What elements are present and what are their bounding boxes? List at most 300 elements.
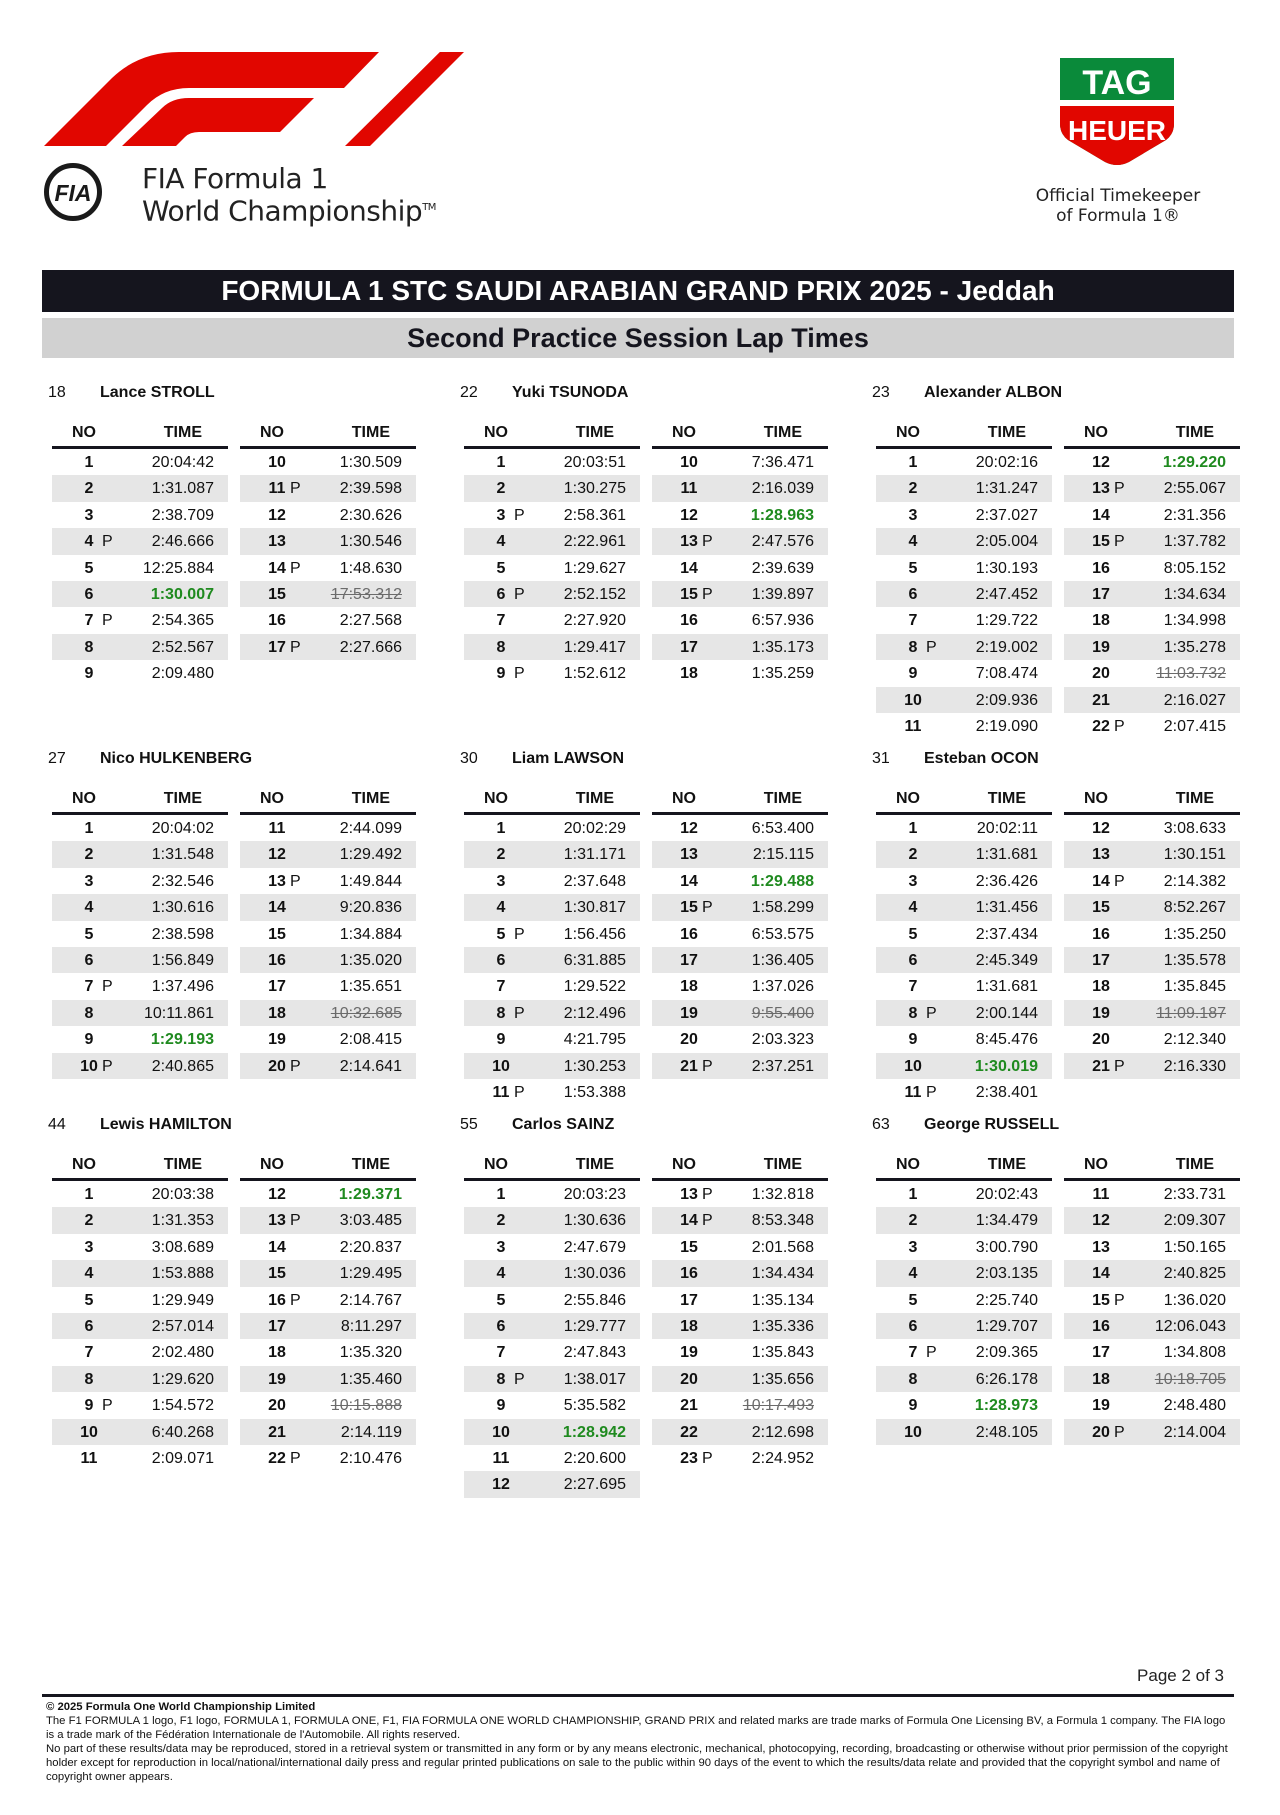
driver-number: 23	[872, 384, 890, 401]
lap-number: 4	[496, 1265, 506, 1283]
lap-row	[652, 921, 828, 947]
lap-time: 10:11.861	[144, 1004, 214, 1022]
lap-time: 2:40.825	[1163, 1265, 1226, 1283]
lap-number: 5	[908, 1291, 918, 1309]
lap-row	[464, 1339, 640, 1365]
lap-time: 1:31.456	[975, 899, 1038, 917]
lap-row	[652, 449, 828, 475]
lap-column-header	[876, 1154, 1052, 1181]
lap-row	[876, 1366, 1052, 1392]
lap-row	[652, 1000, 828, 1026]
lap-number: 18	[1092, 612, 1110, 630]
lap-row	[240, 894, 416, 920]
lap-row	[240, 528, 416, 554]
lap-number: 19	[680, 1344, 698, 1362]
lap-time: 2:27.920	[563, 612, 626, 630]
lap-row	[240, 1000, 416, 1026]
lap-column-header	[464, 422, 640, 449]
driver-header	[866, 384, 1266, 408]
lap-time: 3:03.485	[339, 1212, 402, 1230]
lap-time: 2:16.330	[1163, 1057, 1226, 1075]
lap-row	[652, 894, 828, 920]
lap-time: 2:16.027	[1163, 691, 1226, 709]
pit-flag: P	[514, 1083, 525, 1101]
driver-number: 22	[460, 384, 478, 401]
header-time: TIME	[987, 1156, 1026, 1173]
lap-row	[464, 1445, 640, 1471]
lap-number: 4	[496, 899, 506, 917]
driver-name: Esteban OCON	[924, 750, 1039, 767]
lap-time: 2:44.099	[339, 820, 402, 837]
footer-trademarks: The F1 FORMULA 1 logo, F1 logo, FORMULA 1, FORMULA ONE, F1, FIA FORMULA ONE WORLD CHAMPIONSHIP, GRAND PRIX and related marks are trade marks of Formula One Licensing BV, a Formula 1 company. The FIA logo is a trade mark of the Fédération Internationale de l'Automobile. All rights reserved.	[46, 1715, 1226, 1741]
lap-row	[464, 475, 640, 501]
lap-row	[52, 449, 228, 475]
pit-flag: P	[290, 1449, 301, 1467]
lap-column-header	[464, 788, 640, 815]
lap-row	[52, 1026, 228, 1052]
lap-time: 2:08.415	[339, 1031, 402, 1049]
best-lap-time: 1:28.973	[974, 1397, 1038, 1415]
lap-time: 1:35.460	[339, 1370, 402, 1388]
header-time: TIME	[575, 1156, 614, 1173]
lap-number: 18	[268, 1344, 286, 1362]
lap-number: 16	[1092, 1317, 1110, 1335]
driver-name: George RUSSELL	[924, 1116, 1060, 1133]
lap-number: 14	[1092, 506, 1110, 524]
lap-row	[52, 555, 228, 581]
pit-flag: P	[102, 978, 113, 996]
lap-column	[52, 422, 228, 687]
lap-row	[1064, 1234, 1240, 1260]
lap-number: 7	[908, 612, 918, 630]
lap-row	[52, 973, 228, 999]
lap-number: 5	[496, 1291, 506, 1309]
pit-flag: P	[1114, 533, 1125, 551]
lap-time: 9:20.836	[339, 899, 402, 917]
lap-number: 7	[496, 978, 506, 996]
lap-number: 17	[268, 978, 286, 996]
lap-time: 1:34.808	[1163, 1344, 1226, 1362]
lap-number: 6	[496, 951, 506, 969]
lap-time: 2:47.843	[563, 1344, 626, 1362]
lap-row	[1064, 894, 1240, 920]
lap-rows	[876, 449, 1052, 739]
lap-number: 9	[496, 665, 506, 683]
lap-number: 11	[1092, 1186, 1110, 1203]
header-time: TIME	[763, 424, 802, 441]
lap-number: 12	[268, 1186, 286, 1203]
lap-row	[1064, 1419, 1240, 1445]
deleted-lap-time: 10:17.493	[742, 1397, 814, 1415]
lap-row	[240, 868, 416, 894]
pit-flag: P	[702, 533, 713, 551]
lap-row	[652, 1366, 828, 1392]
fia-line-2	[142, 193, 436, 228]
lap-number: 6	[908, 585, 918, 603]
pit-flag: P	[702, 1449, 713, 1467]
lap-column	[652, 788, 828, 1079]
lap-table	[52, 1154, 452, 1467]
f1-logo	[44, 38, 464, 146]
lap-time: 1:58.299	[751, 899, 814, 917]
lap-time: 1:29.777	[563, 1317, 626, 1335]
lap-row	[876, 1287, 1052, 1313]
lap-row	[52, 634, 228, 660]
lap-time: 1:35.259	[751, 665, 814, 683]
lap-time: 1:29.522	[563, 978, 626, 996]
lap-rows	[240, 449, 416, 660]
lap-row	[652, 815, 828, 841]
lap-number: 17	[268, 1317, 286, 1335]
lap-row	[464, 1392, 640, 1418]
lap-time: 2:22.961	[563, 533, 626, 551]
lap-row	[464, 660, 640, 686]
lap-row	[876, 449, 1052, 475]
driver-number: 31	[872, 750, 890, 767]
lap-row	[1064, 1026, 1240, 1052]
lap-time: 1:35.656	[751, 1370, 814, 1388]
lap-row	[464, 502, 640, 528]
lap-time: 1:30.193	[975, 559, 1038, 577]
lap-row	[52, 1419, 228, 1445]
lap-row	[876, 1053, 1052, 1079]
fia-line-1: FIA Formula 1	[142, 162, 328, 195]
driver-header	[866, 750, 1266, 774]
lap-row	[652, 528, 828, 554]
lap-row	[52, 1392, 228, 1418]
lap-row	[876, 815, 1052, 841]
lap-number: 1	[496, 1186, 506, 1203]
footer-copyright: © 2025 Formula One World Championship Limited	[46, 1701, 316, 1713]
lap-time: 2:07.415	[1163, 717, 1226, 735]
lap-time: 1:31.681	[975, 846, 1038, 864]
pit-flag: P	[1114, 1423, 1125, 1441]
lap-time: 1:37.782	[1163, 533, 1226, 551]
header-time: TIME	[351, 790, 390, 807]
lap-time: 1:30.253	[563, 1057, 626, 1075]
lap-row	[52, 841, 228, 867]
lap-number: 9	[84, 665, 94, 683]
lap-number: 15	[680, 899, 698, 917]
lap-number: 13	[1092, 1238, 1110, 1256]
lap-row	[876, 1207, 1052, 1233]
lap-number: 14	[268, 559, 286, 577]
lap-row	[652, 1313, 828, 1339]
lap-time: 2:40.865	[151, 1057, 214, 1075]
lap-row	[240, 1181, 416, 1207]
fia-tm: TM	[422, 202, 436, 213]
lap-time: 1:29.495	[339, 1265, 402, 1283]
lap-time: 2:45.349	[975, 951, 1038, 969]
fia-championship-logo	[44, 160, 484, 230]
lap-time: 1:35.578	[1163, 951, 1226, 969]
lap-column	[464, 788, 640, 1105]
lap-time: 2:31.356	[1163, 506, 1226, 524]
lap-number: 5	[84, 1291, 94, 1309]
lap-number: 8	[496, 1004, 506, 1022]
lap-time: 2:01.568	[751, 1238, 814, 1256]
pit-flag: P	[702, 1057, 713, 1075]
driver-block	[866, 1116, 1266, 1441]
pit-flag: P	[926, 1344, 937, 1362]
lap-column	[52, 1154, 228, 1471]
lap-column	[464, 422, 640, 687]
pit-flag: P	[514, 506, 525, 524]
lap-row	[876, 1000, 1052, 1026]
driver-block	[42, 384, 442, 683]
lap-number: 11	[80, 1449, 98, 1467]
lap-row	[240, 1026, 416, 1052]
timekeeper-line-1: Official Timekeeper	[1035, 186, 1201, 206]
lap-rows	[52, 815, 228, 1079]
lap-number: 4	[84, 1265, 94, 1283]
lap-time: 1:30.616	[151, 899, 214, 917]
lap-time: 1:35.278	[1163, 638, 1226, 656]
lap-rows	[52, 1181, 228, 1471]
pit-flag: P	[290, 1057, 301, 1075]
lap-column	[1064, 422, 1240, 739]
lap-number: 2	[84, 1212, 94, 1230]
lap-row	[652, 947, 828, 973]
driver-block	[42, 750, 442, 1075]
lap-time: 6:53.575	[751, 925, 814, 943]
lap-number: 2	[908, 846, 918, 864]
lap-time: 3:00.790	[975, 1238, 1038, 1256]
lap-number: 6	[908, 1317, 918, 1335]
lap-row	[876, 687, 1052, 713]
pit-flag: P	[102, 1397, 113, 1415]
lap-time: 20:02:29	[563, 820, 626, 837]
lap-time: 2:38.709	[151, 506, 214, 524]
header-time: TIME	[763, 1156, 802, 1173]
lap-number: 7	[496, 612, 506, 630]
best-lap-time: 1:29.193	[150, 1031, 214, 1049]
lap-column	[1064, 788, 1240, 1079]
lap-row	[240, 815, 416, 841]
lap-number: 1	[908, 1186, 918, 1203]
lap-row	[652, 581, 828, 607]
lap-row	[876, 894, 1052, 920]
lap-row	[52, 660, 228, 686]
lap-row	[652, 475, 828, 501]
lap-time: 2:47.679	[563, 1238, 626, 1256]
lap-number: 15	[1092, 1291, 1110, 1309]
lap-number: 14	[680, 872, 698, 890]
lap-time: 1:35.020	[339, 951, 402, 969]
driver-header	[866, 1116, 1266, 1140]
lap-table	[52, 788, 452, 1088]
lap-row	[652, 1181, 828, 1207]
lap-number: 9	[84, 1397, 94, 1415]
lap-number: 16	[268, 951, 286, 969]
lap-column	[240, 788, 416, 1079]
lap-number: 5	[84, 925, 94, 943]
lap-time: 2:14.119	[340, 1423, 402, 1441]
lap-number: 15	[268, 585, 286, 603]
session-title: Second Practice Session Lap Times	[42, 318, 1234, 358]
lap-number: 15	[680, 585, 698, 603]
footer	[46, 1700, 1234, 1784]
lap-time: 3:08.689	[151, 1238, 214, 1256]
lap-number: 3	[908, 506, 918, 524]
lap-number: 11	[904, 717, 922, 735]
pit-flag: P	[290, 1212, 301, 1230]
lap-time: 1:34.884	[339, 925, 402, 943]
lap-number: 16	[680, 1265, 698, 1283]
lap-row	[240, 1260, 416, 1286]
lap-number: 1	[496, 820, 506, 837]
header-no: NO	[896, 424, 920, 441]
lap-number: 1	[908, 454, 918, 471]
lap-time: 1:37.496	[151, 978, 214, 996]
header-no: NO	[72, 1156, 96, 1173]
header-no: NO	[896, 790, 920, 807]
lap-row	[464, 1207, 640, 1233]
lap-number: 10	[268, 454, 286, 471]
lap-row	[1064, 502, 1240, 528]
lap-time: 1:52.612	[563, 665, 626, 683]
lap-number: 12	[1092, 454, 1110, 471]
driver-number: 63	[872, 1116, 890, 1133]
header-no: NO	[72, 424, 96, 441]
lap-number: 13	[680, 846, 698, 864]
lap-rows	[464, 449, 640, 687]
lap-time: 1:29.722	[975, 612, 1038, 630]
lap-time: 1:35.173	[751, 638, 814, 656]
lap-time: 6:57.936	[751, 612, 814, 630]
lap-column	[876, 788, 1052, 1105]
lap-number: 5	[496, 925, 506, 943]
driver-block	[454, 1116, 854, 1494]
lap-number: 8	[84, 638, 94, 656]
lap-time: 2:52.152	[563, 585, 626, 603]
lap-row	[1064, 1053, 1240, 1079]
lap-column-header	[464, 1154, 640, 1181]
lap-time: 1:50.165	[1163, 1238, 1226, 1256]
lap-row	[240, 1419, 416, 1445]
lap-number: 6	[496, 1317, 506, 1335]
lap-number: 14	[268, 1238, 286, 1256]
lap-number: 9	[496, 1031, 506, 1049]
lap-number: 4	[908, 533, 918, 551]
lap-row	[652, 1287, 828, 1313]
lap-column	[876, 422, 1052, 739]
lap-time: 20:02:11	[976, 820, 1038, 837]
lap-row	[52, 528, 228, 554]
lap-time: 2:39.598	[339, 480, 402, 498]
lap-row	[1064, 947, 1240, 973]
lap-row	[1064, 1181, 1240, 1207]
lap-time: 1:31.171	[563, 846, 626, 864]
pit-flag: P	[290, 480, 301, 498]
pit-flag: P	[926, 1083, 937, 1101]
pit-flag: P	[290, 872, 301, 890]
lap-row	[1064, 449, 1240, 475]
lap-number: 23	[680, 1449, 698, 1467]
lap-number: 2	[908, 480, 918, 498]
lap-time: 1:35.250	[1163, 925, 1226, 943]
lap-number: 18	[268, 1004, 286, 1022]
lap-row	[876, 607, 1052, 633]
lap-rows	[1064, 815, 1240, 1079]
lap-row	[240, 841, 416, 867]
lap-number: 1	[84, 454, 94, 471]
lap-time: 1:34.479	[975, 1212, 1038, 1230]
lap-column-header	[652, 422, 828, 449]
lap-number: 2	[496, 480, 506, 498]
driver-number: 30	[460, 750, 478, 767]
best-lap-time: 1:30.007	[150, 585, 214, 603]
lap-number: 10	[680, 454, 698, 471]
lap-time: 2:30.626	[339, 506, 402, 524]
pit-flag: P	[926, 638, 937, 656]
lap-time: 2:38.598	[151, 925, 214, 943]
heuer-logo-text: HEUER	[1067, 115, 1167, 146]
lap-number: 4	[496, 533, 506, 551]
deleted-lap-time: 10:15.888	[330, 1397, 402, 1415]
lap-number: 20	[1092, 1031, 1110, 1049]
lap-number: 3	[84, 1238, 94, 1256]
lap-time: 1:53.888	[151, 1265, 214, 1283]
best-lap-time: 1:29.371	[338, 1186, 402, 1203]
lap-number: 13	[268, 872, 286, 890]
lap-row	[52, 502, 228, 528]
lap-row	[464, 868, 640, 894]
lap-row	[464, 1471, 640, 1497]
lap-rows	[652, 1181, 828, 1471]
header-time: TIME	[1175, 424, 1214, 441]
header-no: NO	[260, 790, 284, 807]
lap-time: 1:56.849	[151, 951, 214, 969]
driver-name: Carlos SAINZ	[512, 1116, 615, 1133]
lap-row	[240, 449, 416, 475]
lap-number: 16	[680, 925, 698, 943]
header-no: NO	[1084, 790, 1108, 807]
lap-row	[464, 815, 640, 841]
lap-number: 22	[268, 1449, 286, 1467]
lap-number: 8	[908, 638, 918, 656]
lap-row	[1064, 660, 1240, 686]
lap-number: 13	[268, 533, 286, 551]
lap-row	[876, 1234, 1052, 1260]
lap-number: 19	[1092, 1397, 1110, 1415]
lap-time: 1:30.036	[563, 1265, 626, 1283]
lap-rows	[1064, 449, 1240, 739]
page-number: Page 2 of 3	[1137, 1666, 1224, 1685]
lap-time: 1:30.546	[339, 533, 402, 551]
lap-rows	[1064, 1181, 1240, 1445]
lap-time: 20:04:42	[151, 454, 214, 471]
lap-time: 7:08.474	[975, 665, 1038, 683]
header-no: NO	[1084, 424, 1108, 441]
driver-block	[454, 384, 854, 683]
lap-row	[240, 1366, 416, 1392]
lap-time: 2:33.731	[1163, 1186, 1226, 1203]
lap-row	[1064, 528, 1240, 554]
lap-column-header	[1064, 422, 1240, 449]
lap-time: 2:09.936	[975, 691, 1038, 709]
lap-row	[1064, 815, 1240, 841]
lap-number: 11	[268, 820, 286, 837]
lap-row	[464, 1419, 640, 1445]
lap-row	[652, 502, 828, 528]
lap-column-header	[1064, 788, 1240, 815]
lap-time: 2:32.546	[151, 872, 214, 890]
lap-row	[240, 607, 416, 633]
lap-number: 17	[680, 1291, 698, 1309]
lap-number: 9	[908, 665, 918, 683]
lap-time: 2:00.144	[975, 1004, 1038, 1022]
